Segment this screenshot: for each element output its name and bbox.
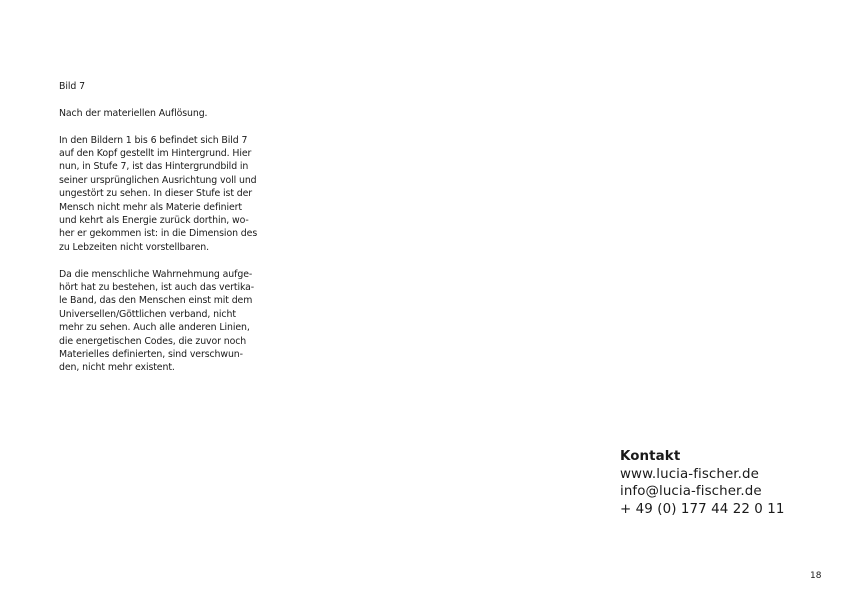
contact-phone: + 49 (0) 177 44 22 0 11 [620,501,785,517]
contact-block [620,448,785,518]
page-number: 18 [810,571,822,581]
section-subtitle: Nach der materiellen Auflösung. [59,107,208,119]
body-paragraph-2: Da die menschliche Wahrnehmung aufge- hört hat zu bestehen, ist auch das vertika- le Band, das den Menschen einst mit dem Universellen/Göttlichen verband, nicht mehr zu sehen. Auch alle anderen Linien, die energetischen Codes, die zuvor noch Materielles definierten, sind verschwun- den, nicht mehr existent. [59,268,255,374]
section-title: Bild 7 [59,81,85,92]
contact-email: info@lucia-fischer.de [620,484,762,500]
text-column [59,80,274,388]
contact-website: www.lucia-fischer.de [620,466,759,482]
body-paragraph-1: In den Bildern 1 bis 6 befindet sich Bild 7 auf den Kopf gestellt im Hintergrund. Hier nun, in Stufe 7, ist das Hintergrundbild in seiner ursprünglichen Ausrichtung voll und ungestört zu sehen. In dieser Stufe ist der Mensch nicht mehr als Materie definiert und kehrt als Energie zurück dorthin, wo- her er gekommen ist: in die Dimension des zu Lebzeiten nicht vorstellbaren. [59,134,258,253]
contact-heading: Kontakt [620,449,681,464]
